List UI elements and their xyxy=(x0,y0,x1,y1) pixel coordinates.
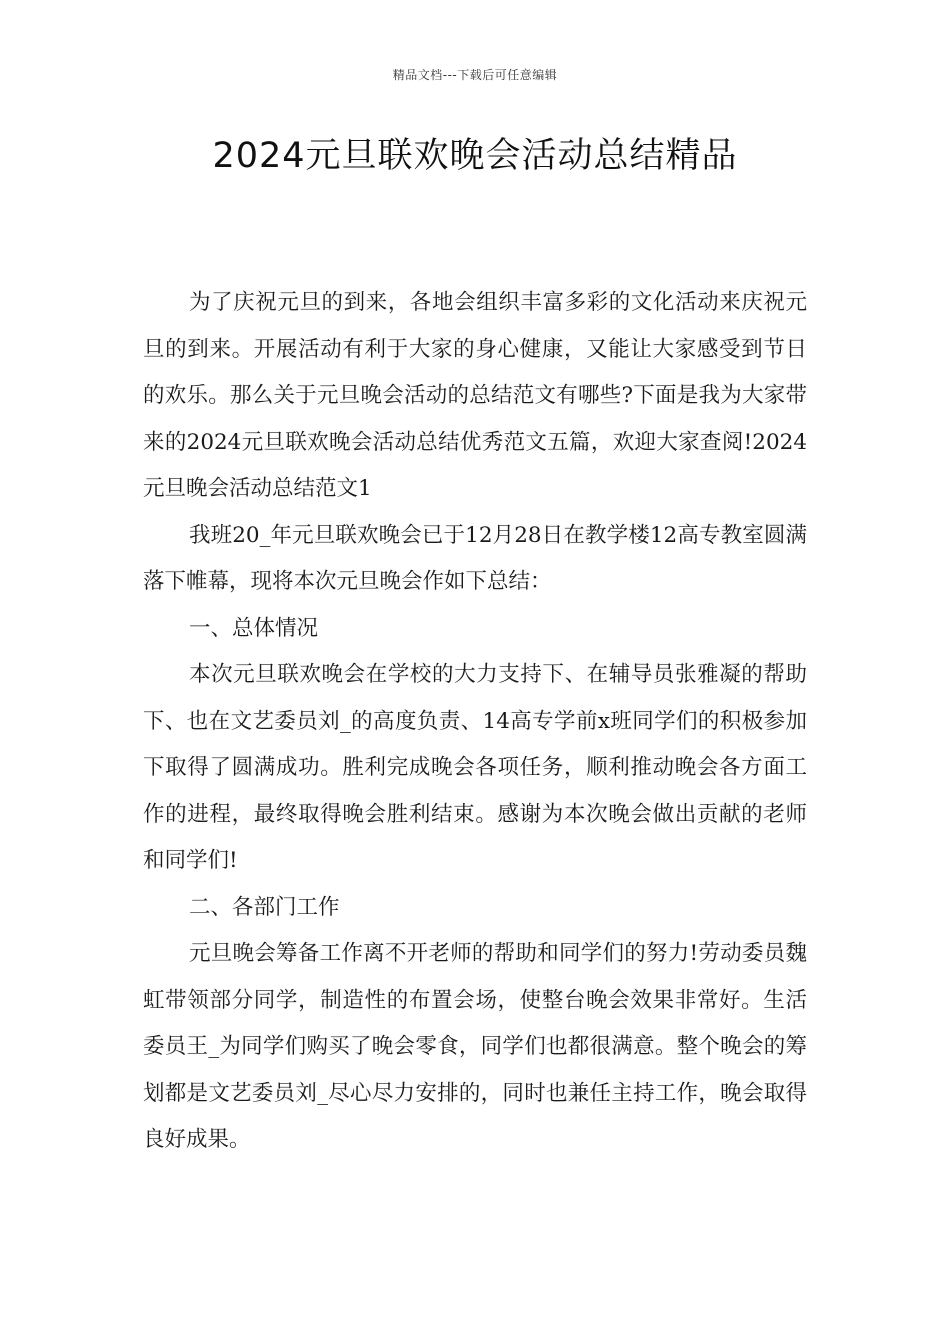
paragraph-departments: 元旦晚会筹备工作离不开老师的帮助和同学们的努力!劳动委员魏虹带领部分同学，制造性的布置会场，使整台晚会效果非常好。生活委员王_为同学们购买了晚会零食，同学们也都很满意。整个晚会的筹划都是文艺委员刘_尽心尽力安排的，同时也兼任主持工作，晚会取得良好成果。 xyxy=(143,941,807,1152)
section-heading-overall: 一、总体情况 xyxy=(189,615,319,641)
document-title: 2024元旦联欢晚会活动总结精品 xyxy=(212,136,738,176)
paragraph-intro: 为了庆祝元旦的到来，各地会组织丰富多彩的文化活动来庆祝元旦的到来。开展活动有利于大家的身心健康，又能让大家感受到节日的欢乐。那么关于元旦晚会活动的总结范文有哪些?下面是我为大家带来的2024元旦联欢晚会活动总结优秀范文五篇，欢迎大家查阅!2024元旦晚会活动总结范文1 xyxy=(143,290,807,501)
document-body xyxy=(143,280,807,1164)
header-note: 精品文档---下载后可任意编辑 xyxy=(392,68,558,82)
section-heading-departments: 二、各部门工作 xyxy=(189,894,340,920)
paragraph-summary-lead: 我班20_年元旦联欢晚会已于12月28日在教学楼12高专教室圆满落下帷幕，现将本次元旦晚会作如下总结： xyxy=(143,522,807,594)
paragraph-overall: 本次元旦联欢晚会在学校的大力支持下、在辅导员张雅凝的帮助下、也在文艺委员刘_的高度负责、14高专学前x班同学们的积极参加下取得了圆满成功。胜利完成晚会各项任务，顺利推动晚会各方面工作的进程，最终取得晚会胜利结束。感谢为本次晚会做出贡献的老师和同学们! xyxy=(143,662,807,873)
